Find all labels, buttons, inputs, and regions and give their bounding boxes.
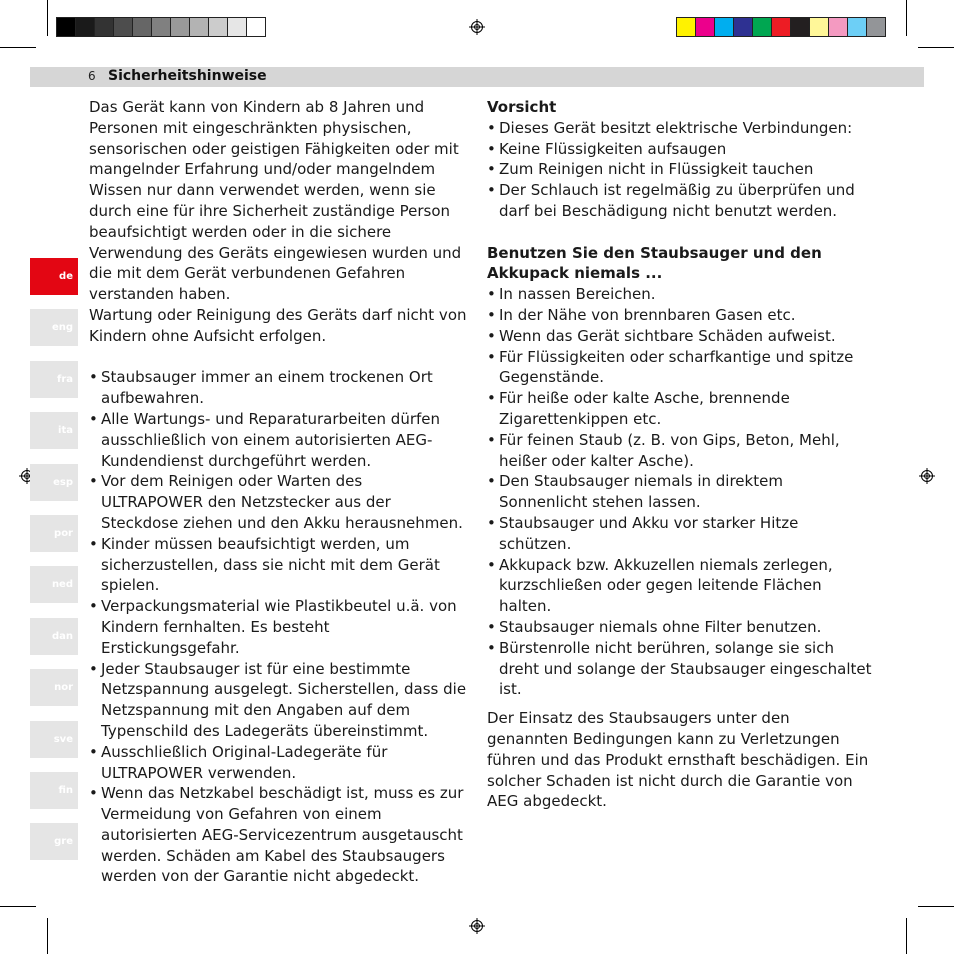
list-item: • Kinder müssen beaufsichtigt werden, um sicherzustellen, dass sie nicht mit dem Gerät spielen. — [89, 534, 469, 596]
color-swatch — [752, 17, 772, 37]
list-item: • Jeder Staubsauger ist für eine bestimmte Netzspannung ausgelegt. Sicherstellen, dass die Netzspannung mit den Angaben auf dem Typenschild des Ladegeräts übereinstimmt. — [89, 659, 469, 742]
language-tab-ned[interactable]: ned — [30, 566, 78, 603]
registration-mark-icon — [469, 19, 485, 35]
language-tab-fra[interactable]: fra — [30, 361, 78, 398]
color-swatch — [790, 17, 810, 37]
language-tab-nor[interactable]: nor — [30, 669, 78, 706]
list-item: • Den Staubsauger niemals in direktem Sonnenlicht stehen lassen. — [487, 471, 872, 513]
list-item: • Für feinen Staub (z. B. von Gips, Beton, Mehl, heißer oder kalter Asche). — [487, 430, 872, 472]
color-swatch — [847, 17, 867, 37]
list-item: • Bürstenrolle nicht berühren, solange sie sich dreht und solange der Staubsauger eingeschaltet ist. — [487, 638, 872, 700]
list-item: • In der Nähe von brennbaren Gasen etc. — [487, 305, 872, 326]
grayscale-swatch — [151, 17, 171, 37]
color-calibration-bar — [676, 17, 885, 37]
closing-paragraph: Der Einsatz des Staubsaugers unter den genannten Bedingungen kann zu Verletzungen führen und das Produkt ernsthaft beschädigen. Ein solcher Schaden ist nicht durch die Garantie von AEG abgedeckt. — [487, 709, 869, 811]
grayscale-swatch — [208, 17, 228, 37]
color-swatch — [695, 17, 715, 37]
never-use-heading: Benutzen Sie den Staubsauger und den Akkupack niemals ... — [487, 243, 822, 283]
intro-paragraph: Das Gerät kann von Kindern ab 8 Jahren und Personen mit eingeschränkten physischen, sensorischen oder geistigen Fähigkeiten oder mit mangelnder Erfahrung und/oder mangelndem Wissen nur dann verwendet werden, wenn sie durch eine für ihre Sicherheit zuständige Person beaufsichtigt werden oder in die sichere Verwendung des Geräts eingewiesen wurden und die mit dem Gerät verbundenen Gefahren verstanden haben. — [89, 98, 462, 304]
language-tab-eng[interactable]: eng — [30, 309, 78, 346]
color-swatch — [676, 17, 696, 37]
registration-mark-icon — [919, 468, 935, 484]
color-swatch — [771, 17, 791, 37]
grayscale-swatch — [132, 17, 152, 37]
grayscale-swatch — [75, 17, 95, 37]
language-tab-gre[interactable]: gre — [30, 823, 78, 860]
color-swatch — [809, 17, 829, 37]
language-tab-sve[interactable]: sve — [30, 721, 78, 758]
language-tab-dan[interactable]: dan — [30, 618, 78, 655]
left-column — [89, 97, 469, 887]
list-item: • Für Flüssigkeiten oder scharfkantige und spitze Gegenstände. — [487, 347, 872, 389]
list-item: • Wenn das Gerät sichtbare Schäden aufweist. — [487, 326, 872, 347]
color-swatch — [828, 17, 848, 37]
grayscale-swatch — [227, 17, 247, 37]
list-item: • In nassen Bereichen. — [487, 284, 872, 305]
list-item: • Verpackungsmaterial wie Plastikbeutel u.ä. von Kindern fernhalten. Es besteht Erstickungsgefahr. — [89, 596, 469, 658]
safety-bullet-list — [89, 367, 469, 887]
page-number: 6 — [88, 69, 96, 83]
list-item: • Ausschließlich Original-Ladegeräte für ULTRAPOWER verwenden. — [89, 742, 469, 784]
color-swatch — [733, 17, 753, 37]
list-item: • Vor dem Reinigen oder Warten des ULTRAPOWER den Netzstecker aus der Steckdose ziehen und den Akku herausnehmen. — [89, 471, 469, 533]
grayscale-swatch — [246, 17, 266, 37]
list-item: • Dieses Gerät besitzt elektrische Verbindungen: — [487, 118, 872, 139]
list-item: • Akkupack bzw. Akkuzellen niemals zerlegen, kurzschließen oder gegen leitende Flächen halten. — [487, 555, 872, 617]
list-item: • Zum Reinigen nicht in Flüssigkeit tauchen — [487, 159, 872, 180]
grayscale-swatch — [94, 17, 114, 37]
maintenance-paragraph: Wartung oder Reinigung des Geräts darf nicht von Kindern ohne Aufsicht erfolgen. — [89, 305, 467, 345]
right-column — [487, 97, 872, 812]
language-tab-por[interactable]: por — [30, 515, 78, 552]
caution-bullet-list — [487, 118, 872, 222]
language-tab-ita[interactable]: ita — [30, 412, 78, 449]
list-item: • Für heiße oder kalte Asche, brennende Zigarettenkippen etc. — [487, 388, 872, 430]
grayscale-swatch — [170, 17, 190, 37]
list-item: • Keine Flüssigkeiten aufsaugen — [487, 139, 872, 160]
language-tab-fin[interactable]: fin — [30, 772, 78, 809]
list-item: • Staubsauger niemals ohne Filter benutzen. — [487, 617, 872, 638]
list-item: • Wenn das Netzkabel beschädigt ist, muss es zur Vermeidung von Gefahren von einem autorisierten AEG-Servicezentrum ausgetauscht werden. Schäden am Kabel des Staubsaugers werden von der Garantie nicht abgedeckt. — [89, 783, 469, 887]
list-item: • Staubsauger immer an einem trockenen Ort aufbewahren. — [89, 367, 469, 409]
never-use-bullet-list — [487, 284, 872, 700]
color-swatch — [714, 17, 734, 37]
grayscale-swatch — [189, 17, 209, 37]
grayscale-calibration-bar — [56, 17, 265, 37]
list-item: • Alle Wartungs- und Reparaturarbeiten dürfen ausschließlich von einem autorisierten AEG-Kundendienst durchgeführt werden. — [89, 409, 469, 471]
registration-mark-icon — [469, 918, 485, 934]
caution-heading: Vorsicht — [487, 98, 557, 116]
language-tab-de[interactable]: de — [30, 258, 78, 295]
grayscale-swatch — [56, 17, 76, 37]
grayscale-swatch — [113, 17, 133, 37]
list-item: • Staubsauger und Akku vor starker Hitze schützen. — [487, 513, 872, 555]
list-item: • Der Schlauch ist regelmäßig zu überprüfen und darf bei Beschädigung nicht benutzt werden. — [487, 180, 872, 222]
language-tab-esp[interactable]: esp — [30, 464, 78, 501]
color-swatch — [866, 17, 886, 37]
page-title: Sicherheitshinweise — [108, 68, 267, 84]
